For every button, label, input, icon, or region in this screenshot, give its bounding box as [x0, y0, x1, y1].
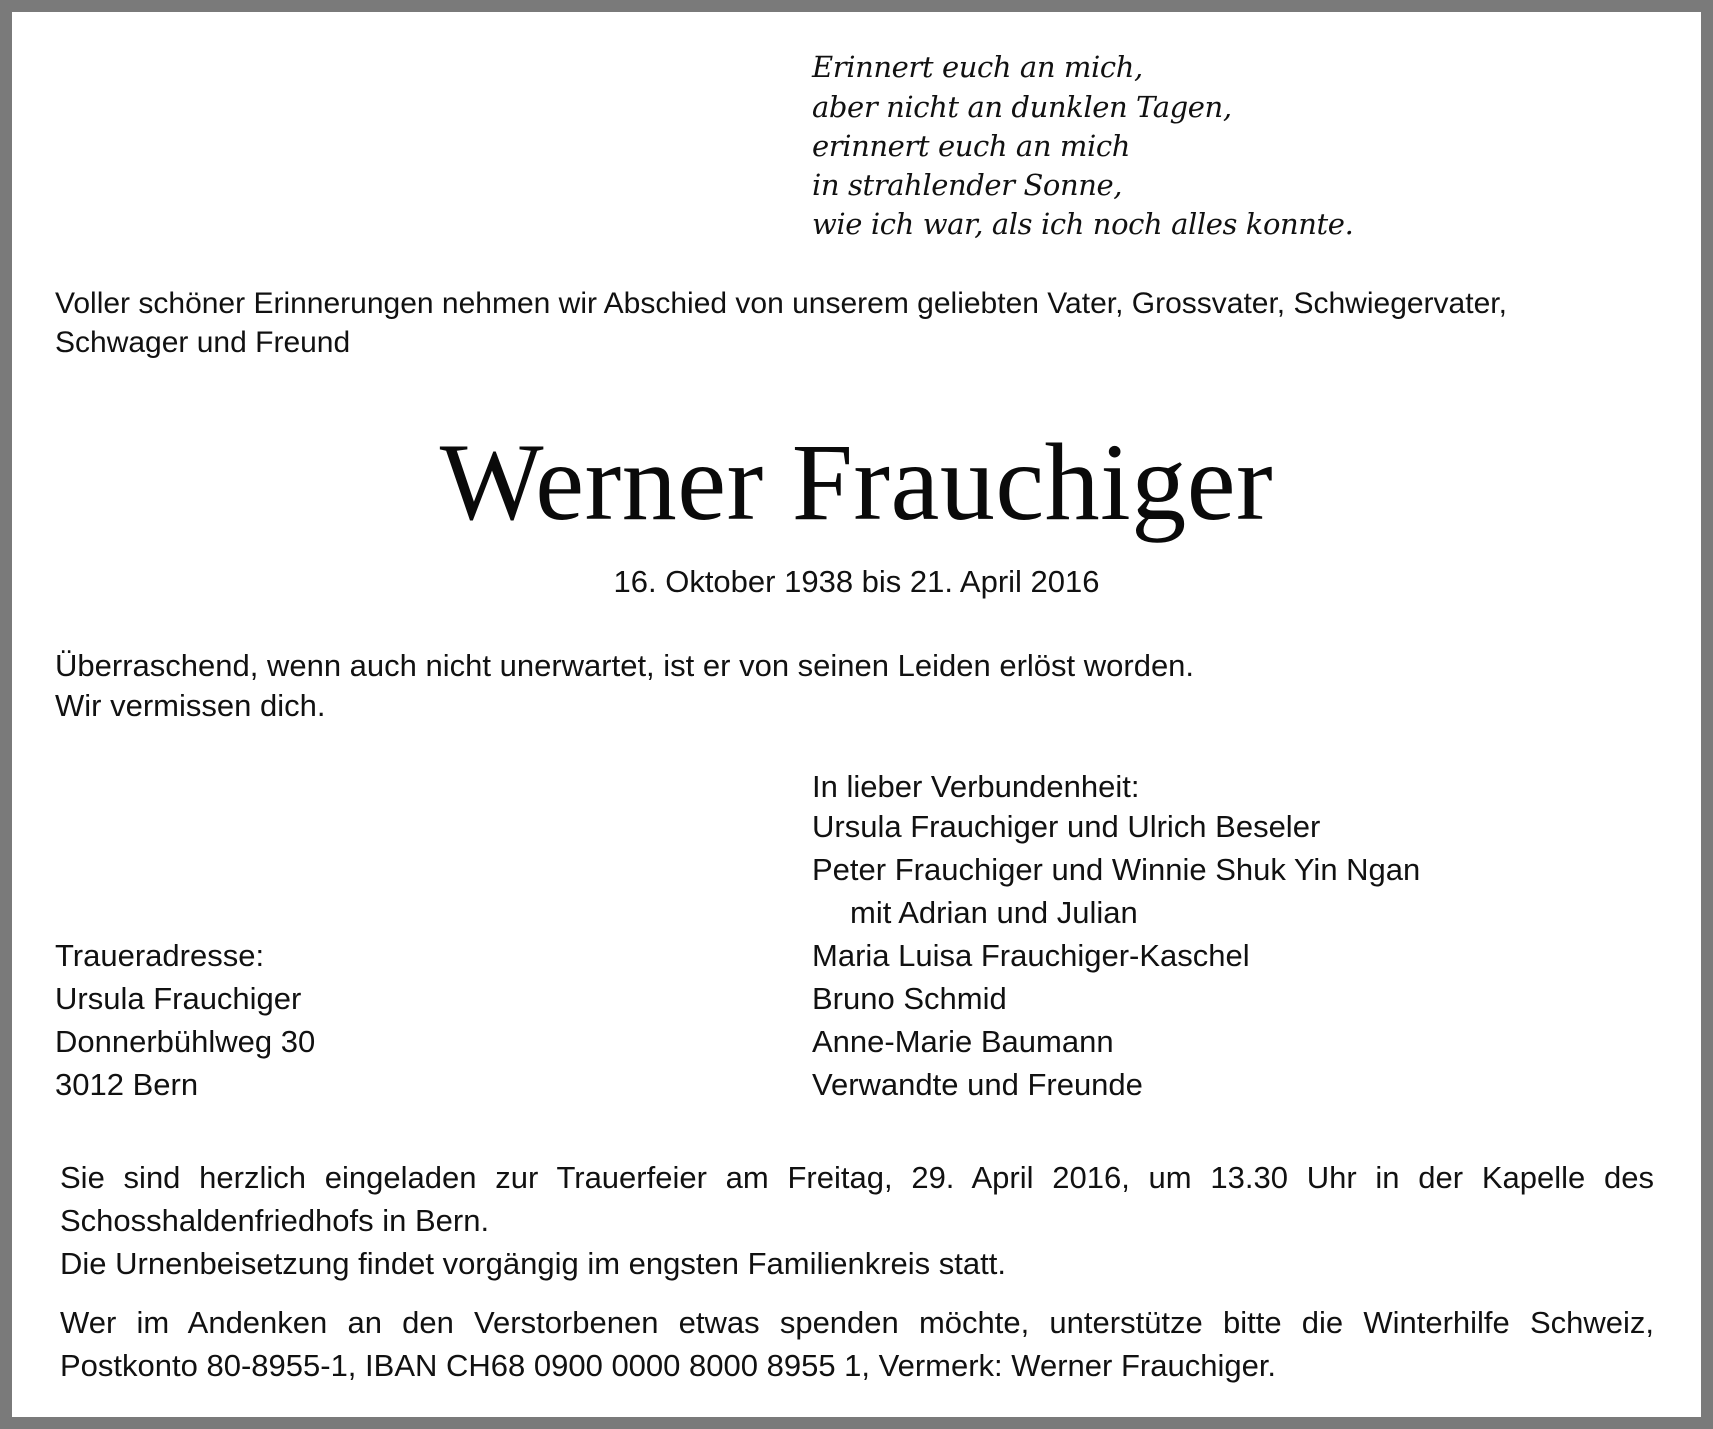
ceremony-info: [60, 1156, 1654, 1285]
mourner-name: Peter Frauchiger und Winnie Shuk Yin Ngan: [812, 852, 1421, 887]
deceased-name: Werner Frauchiger: [439, 421, 1274, 543]
life-dates: 16. Oktober 1938 bis 21. April 2016: [613, 564, 1100, 599]
mourner-name: mit Adrian und Julian: [850, 895, 1138, 930]
verse-line: Erinnert euch an mich,: [812, 50, 1143, 84]
verse-line: in strahlender Sonne,: [812, 168, 1123, 202]
address-line: Ursula Frauchiger: [55, 981, 302, 1016]
address-line: Donnerbühlweg 30: [55, 1024, 316, 1059]
message-line: Wir vermissen dich.: [55, 688, 326, 723]
ceremony-line: Schosshaldenfriedhofs in Bern.: [60, 1203, 490, 1238]
mourner-name: Ursula Frauchiger und Ulrich Beseler: [812, 809, 1321, 844]
ceremony-line: Sie sind herzlich eingeladen zur Trauerfeier am Freitag, 29. April 2016, um 13.30 Uhr in der Kapelle des: [60, 1160, 1654, 1195]
mourner-name: Anne-Marie Baumann: [812, 1024, 1114, 1059]
message-line: Überraschend, wenn auch nicht unerwartet, ist er von seinen Leiden erlöst worden.: [55, 648, 1195, 683]
mourners-heading: In lieber Verbundenheit:: [812, 769, 1140, 804]
verse-line: aber nicht an dunklen Tagen,: [812, 90, 1232, 124]
donation-line: Wer im Andenken an den Verstorbenen etwas spenden möchte, unterstütze bitte die Winterhilfe Schweiz,: [60, 1305, 1654, 1340]
mourner-name: Maria Luisa Frauchiger-Kaschel: [812, 938, 1250, 973]
intro-line: Voller schöner Erinnerungen nehmen wir Abschied von unserem geliebten Vater, Grossvater, Schwiegervater,: [55, 287, 1507, 320]
mourner-name: Verwandte und Freunde: [812, 1067, 1143, 1102]
verse-line: erinnert euch an mich: [812, 129, 1131, 163]
donation-line: Postkonto 80-8955-1, IBAN CH68 0900 0000 8000 8955 1, Vermerk: Werner Frauchiger.: [60, 1348, 1277, 1383]
address-line: 3012 Bern: [55, 1067, 199, 1102]
obituary-notice: [12, 12, 1701, 1417]
ceremony-line: Die Urnenbeisetzung findet vorgängig im engsten Familienkreis statt.: [60, 1246, 1006, 1281]
verse-line: wie ich war, als ich noch alles konnte.: [812, 207, 1354, 241]
address-heading: Traueradresse:: [55, 938, 265, 973]
mourner-name: Bruno Schmid: [812, 981, 1007, 1016]
intro-line: Schwager und Freund: [55, 326, 351, 359]
donation-info: [60, 1301, 1654, 1387]
